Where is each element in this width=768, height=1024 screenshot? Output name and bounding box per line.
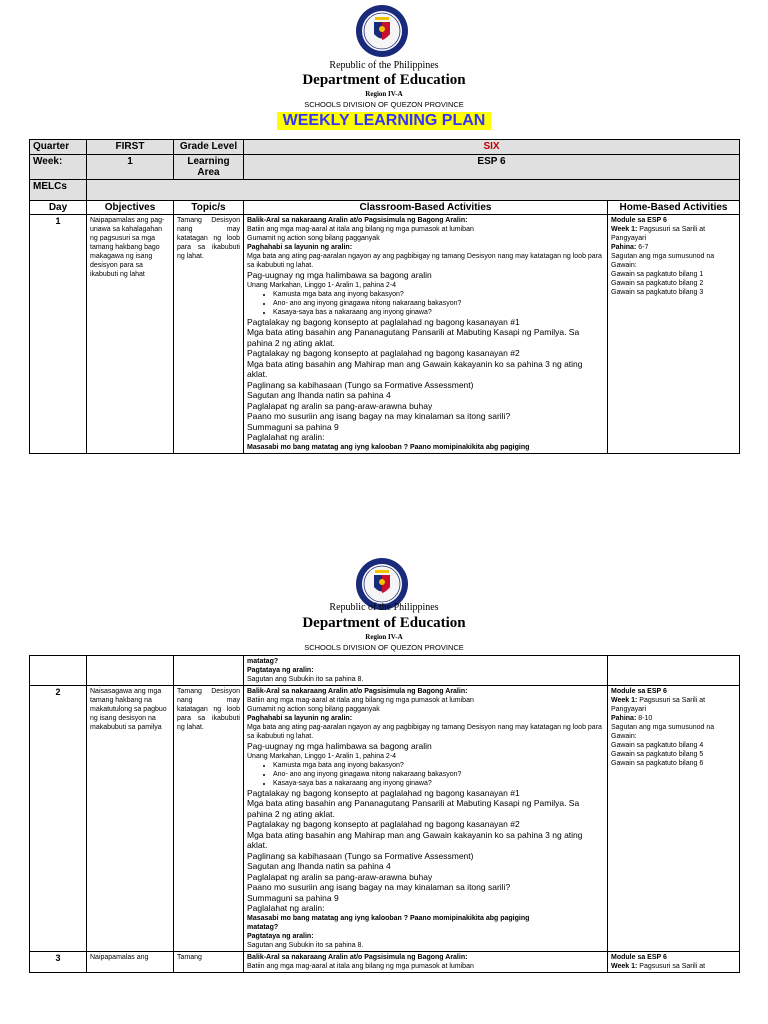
paano-text: Paano mo susuriin ang isang bagay na may kinalaman sa itong sarili?	[247, 882, 511, 892]
pahina-text: 8-10	[636, 715, 653, 722]
home-activities-cell	[608, 686, 740, 952]
week-line	[611, 696, 736, 714]
melcs-label: MELCs	[30, 180, 87, 201]
melcs-row	[30, 180, 740, 201]
gumamit-text: Gumamit ng action song bilang pagganyak	[247, 235, 380, 242]
unang-markahan-text: Unang Markahan, Linggo 1- Aralin 1, pahina 2-4	[247, 281, 397, 289]
pagtataya-heading: Pagtataya ng aralin:	[247, 667, 314, 674]
home-activities-cell	[608, 951, 740, 972]
paglalapat-heading: Paglalapat ng aralin sa pang-araw-arawna buhay	[247, 400, 433, 411]
week-label-bold: Week 1:	[611, 697, 638, 704]
division-text: SCHOOLS DIVISION OF QUEZON PROVINCE	[304, 643, 464, 652]
classroom-activities-cell	[244, 656, 608, 686]
pagtalakay2-heading: Pagtalakay ng bagong konsepto at paglalahad ng bagong kasanayan #2	[247, 819, 520, 829]
question-list	[247, 290, 604, 317]
week-text: Pagsusuri sa Sarili at Pangyayari	[611, 697, 706, 713]
batiin-text: Batiin ang mga mag-aaral at itala ang bilang ng mga pumasok at lumiban	[247, 962, 474, 970]
week-text: Pagsusuri sa Sarili at	[637, 962, 706, 970]
melcs-value	[87, 180, 740, 201]
batiin-text: Batiin ang mga mag-aaral at itala ang bilang ng mga pumasok at lumiban	[247, 226, 474, 233]
grade-value: SIX	[244, 140, 740, 155]
module-title: Module sa ESP 6	[611, 217, 667, 224]
pagtalakay1-text: Mga bata ating basahin ang Pananagutang Pansarili at Mabuting Kasapi ng Pamilya. Sa pahina 2 ng ating aklat.	[247, 798, 580, 819]
topic-cell: Tamang	[174, 951, 244, 972]
pagtalakay2-heading: Pagtalakay ng bagong konsepto at paglalahad ng bagong kasanayan #2	[247, 348, 520, 358]
quarter-value: FIRST	[87, 140, 174, 155]
empty-cell	[608, 656, 740, 686]
sagutan-gawain: Sagutan ang mga sumusunod na Gawain:	[611, 253, 715, 269]
region-text: Region IV-A	[365, 633, 403, 641]
gawain-item: Gawain sa pagkatuto bilang 2	[611, 280, 704, 287]
classroom-activities-cell	[244, 951, 608, 972]
page-2	[0, 545, 768, 1024]
pagtalakay1-text: Mga bata ating basahin ang Pananagutang Pansarili at Mabuting Kasapi ng Pamilya. Sa pahina 2 ng ating aklat.	[247, 327, 580, 348]
home-activities-cell	[608, 215, 740, 454]
deped-seal-icon	[355, 4, 409, 58]
topic-cell: Tamang Desisyon nang may katatagan ng loob para sa ikabubuti ng lahat.	[174, 215, 244, 454]
paano-text: Paano mo susuriin ang isang bagay na may kinalaman sa itong sarili?	[247, 411, 511, 421]
week-line	[611, 962, 736, 971]
pahina-text: 6-7	[636, 244, 649, 251]
week-value: 1	[87, 155, 174, 180]
module-title: Module sa ESP 6	[611, 953, 667, 961]
sagutan-text: Sagutan ang Ihanda natin sa pahina 4	[247, 390, 391, 400]
pahina-label: Pahina:	[611, 715, 637, 722]
pagtalakay2-text: Mga bata ating basahin ang Mahirap man ang Gawain kakayanin ko sa pahina 3 ng ating aklat.	[247, 358, 583, 379]
weekly-plan-table	[29, 139, 740, 454]
pahina-line	[611, 714, 736, 723]
list-item: • Ano- ano ang inyong ginagawa nitong nakaraang bakasyon?	[273, 299, 604, 308]
objectives-cell: Naipapamalas ang pag-unawa sa kahalagahan ng pagsusuri sa mga tamang hakbang bago makagawa ng isang desisyon para sa ikabubuti ng lahat	[87, 215, 174, 454]
paglinang-heading: Paglinang sa kabihasaan (Tungo sa Formative Assessment)	[247, 850, 474, 861]
table-row	[30, 215, 740, 454]
pag-uugnay-heading: Pag-uugnay ng mga halimbawa sa bagong aralin	[247, 270, 432, 280]
republic-text: Republic of the Philippines	[329, 60, 439, 71]
gumamit-text: Gumamit ng action song bilang pagganyak	[247, 706, 380, 713]
grade-label: Grade Level	[174, 140, 244, 155]
balik-aral-heading: Balik-Aral sa nakaraang Aralin at/o Pagsisimula ng Bagong Aralin:	[247, 217, 468, 224]
week-label-bold: Week 1:	[611, 226, 638, 233]
masasabi-text: Masasabi mo bang matatag ang iyng kalooban ? Paano momipinakikita abg pagiging	[247, 914, 530, 922]
area-label: Learning Area	[174, 155, 244, 180]
gawain-item: Gawain sa pagkatuto bilang 3	[611, 289, 704, 296]
summaguni-text: Summaguni sa pahina 9	[247, 892, 339, 903]
empty-cell	[30, 656, 87, 686]
week-line	[611, 225, 736, 243]
sagutan-subukin: Sagutan ang Subukin ito sa pahina 8.	[247, 941, 364, 949]
list-item: • Ano- ano ang inyong ginagawa nitong nakaraang bakasyon?	[273, 770, 604, 779]
week-label-bold: Week 1:	[611, 962, 638, 970]
sagutan-text: Sagutan ang Ihanda natin sa pahina 4	[247, 861, 391, 871]
module-title: Module sa ESP 6	[611, 688, 667, 695]
objectives-cell: Naisasagawa ang mga tamang hakbang na makatutulong sa pagbuo ng isang desisyon na makabubuti sa pamilya	[87, 686, 174, 952]
balik-aral-heading: Balik-Aral sa nakaraang Aralin at/o Pagsisimula ng Bagong Aralin:	[247, 953, 468, 961]
paghahabi-heading: Paghahabi sa layunin ng aralin:	[247, 244, 353, 251]
pahina-label: Pahina:	[611, 244, 637, 251]
gawain-item: Gawain sa pagkatuto bilang 6	[611, 760, 704, 767]
col-classroom: Classroom-Based Activities	[244, 201, 608, 215]
pagtalakay1-heading: Pagtalakay ng bagong konsepto at paglalahad ng bagong kasanayan #1	[247, 787, 520, 798]
pahina-line	[611, 243, 736, 252]
list-item: • Kasaya-saya bas a nakaraang ang inyong ginawa?	[273, 779, 604, 788]
week-row	[30, 155, 740, 180]
sagutan-gawain: Sagutan ang mga sumusunod na Gawain:	[611, 724, 715, 740]
pag-uugnay-heading: Pag-uugnay ng mga halimbawa sa bagong aralin	[247, 741, 432, 751]
classroom-activities-cell	[244, 686, 608, 952]
classroom-activities-cell	[244, 215, 608, 454]
day-number: 1	[30, 215, 87, 454]
empty-cell	[87, 656, 174, 686]
question-list	[247, 761, 604, 788]
list-item: • Kamusta mga bata ang inyong bakasyon?	[273, 761, 604, 770]
pagtalakay2-text: Mga bata ating basahin ang Mahirap man ang Gawain kakayanin ko sa pahina 3 ng ating aklat.	[247, 829, 583, 850]
mga-bata-text: Mga bata ang ating pag-aaralan ngayon ay ang pagbibigay ng tamang Desisyon nang may katatagan ng loob para sa ikabubuti ng lahat.	[247, 253, 602, 269]
summaguni-text: Summaguni sa pahina 9	[247, 421, 339, 432]
gawain-item: Gawain sa pagkatuto bilang 5	[611, 751, 704, 758]
republic-text: Republic of the Philippines	[329, 602, 439, 613]
masasabi-text: Masasabi mo bang matatag ang iyng kalooban ? Paano momipinakikita abg pagiging	[247, 443, 530, 451]
division-text: SCHOOLS DIVISION OF QUEZON PROVINCE	[304, 100, 464, 109]
table-row	[30, 686, 740, 952]
mga-bata-text: Mga bata ang ating pag-aaralan ngayon ay ang pagbibigay ng tamang Desisyon nang may katatagan ng loob para sa ikabubuti ng lahat.	[247, 724, 602, 740]
matatag-text: matatag?	[247, 923, 279, 931]
empty-cell	[174, 656, 244, 686]
area-value: ESP 6	[244, 155, 740, 180]
pagtalakay1-heading: Pagtalakay ng bagong konsepto at paglalahad ng bagong kasanayan #1	[247, 316, 520, 327]
batiin-text: Batiin ang mga mag-aaral at itala ang bilang ng mga pumasok at lumiban	[247, 697, 474, 704]
paghahabi-heading: Paghahabi sa layunin ng aralin:	[247, 715, 353, 722]
col-topics: Topic/s	[174, 201, 244, 215]
paglalapat-heading: Paglalapat ng aralin sa pang-araw-arawna buhay	[247, 871, 433, 882]
weekly-plan-table-continued	[29, 655, 740, 973]
paglalahat-heading: Paglalahat ng aralin:	[247, 432, 325, 442]
paglinang-heading: Paglinang sa kabihasaan (Tungo sa Formative Assessment)	[247, 379, 474, 390]
plan-title: WEEKLY LEARNING PLAN	[277, 112, 491, 130]
department-title: Department of Education	[302, 72, 466, 88]
list-item: • Kasaya-saya bas a nakaraang ang inyong ginawa?	[273, 308, 604, 317]
balik-aral-heading: Balik-Aral sa nakaraang Aralin at/o Pagsisimula ng Bagong Aralin:	[247, 688, 468, 695]
sagutan-subukin: Sagutan ang Subukin ito sa pahina 8.	[247, 676, 364, 683]
region-text: Region IV-A	[365, 90, 403, 98]
day-number: 2	[30, 686, 87, 952]
gawain-item: Gawain sa pagkatuto bilang 4	[611, 742, 704, 749]
paglalahat-heading: Paglalahat ng aralin:	[247, 903, 325, 913]
unang-markahan-text: Unang Markahan, Linggo 1- Aralin 1, pahina 2-4	[247, 752, 397, 760]
column-header-row	[30, 201, 740, 215]
col-day: Day	[30, 201, 87, 215]
table-row	[30, 656, 740, 686]
week-text: Pagsusuri sa Sarili at Pangyayari	[611, 226, 706, 242]
week-label: Week:	[30, 155, 87, 180]
objectives-cell: Naipapamalas ang	[87, 951, 174, 972]
pagtataya-heading: Pagtataya ng aralin:	[247, 932, 314, 940]
gawain-item: Gawain sa pagkatuto bilang 1	[611, 271, 704, 278]
table-row	[30, 951, 740, 972]
col-objectives: Objectives	[87, 201, 174, 215]
quarter-row	[30, 140, 740, 155]
day-number: 3	[30, 951, 87, 972]
col-home: Home-Based Activities	[608, 201, 740, 215]
quarter-label: Quarter	[30, 140, 87, 155]
department-title: Department of Education	[302, 615, 466, 631]
topic-cell: Tamang Desisyon nang may katatagan ng loob para sa ikabubuti ng lahat.	[174, 686, 244, 952]
list-item: • Kamusta mga bata ang inyong bakasyon?	[273, 290, 604, 299]
matatag-text: matatag?	[247, 658, 279, 665]
